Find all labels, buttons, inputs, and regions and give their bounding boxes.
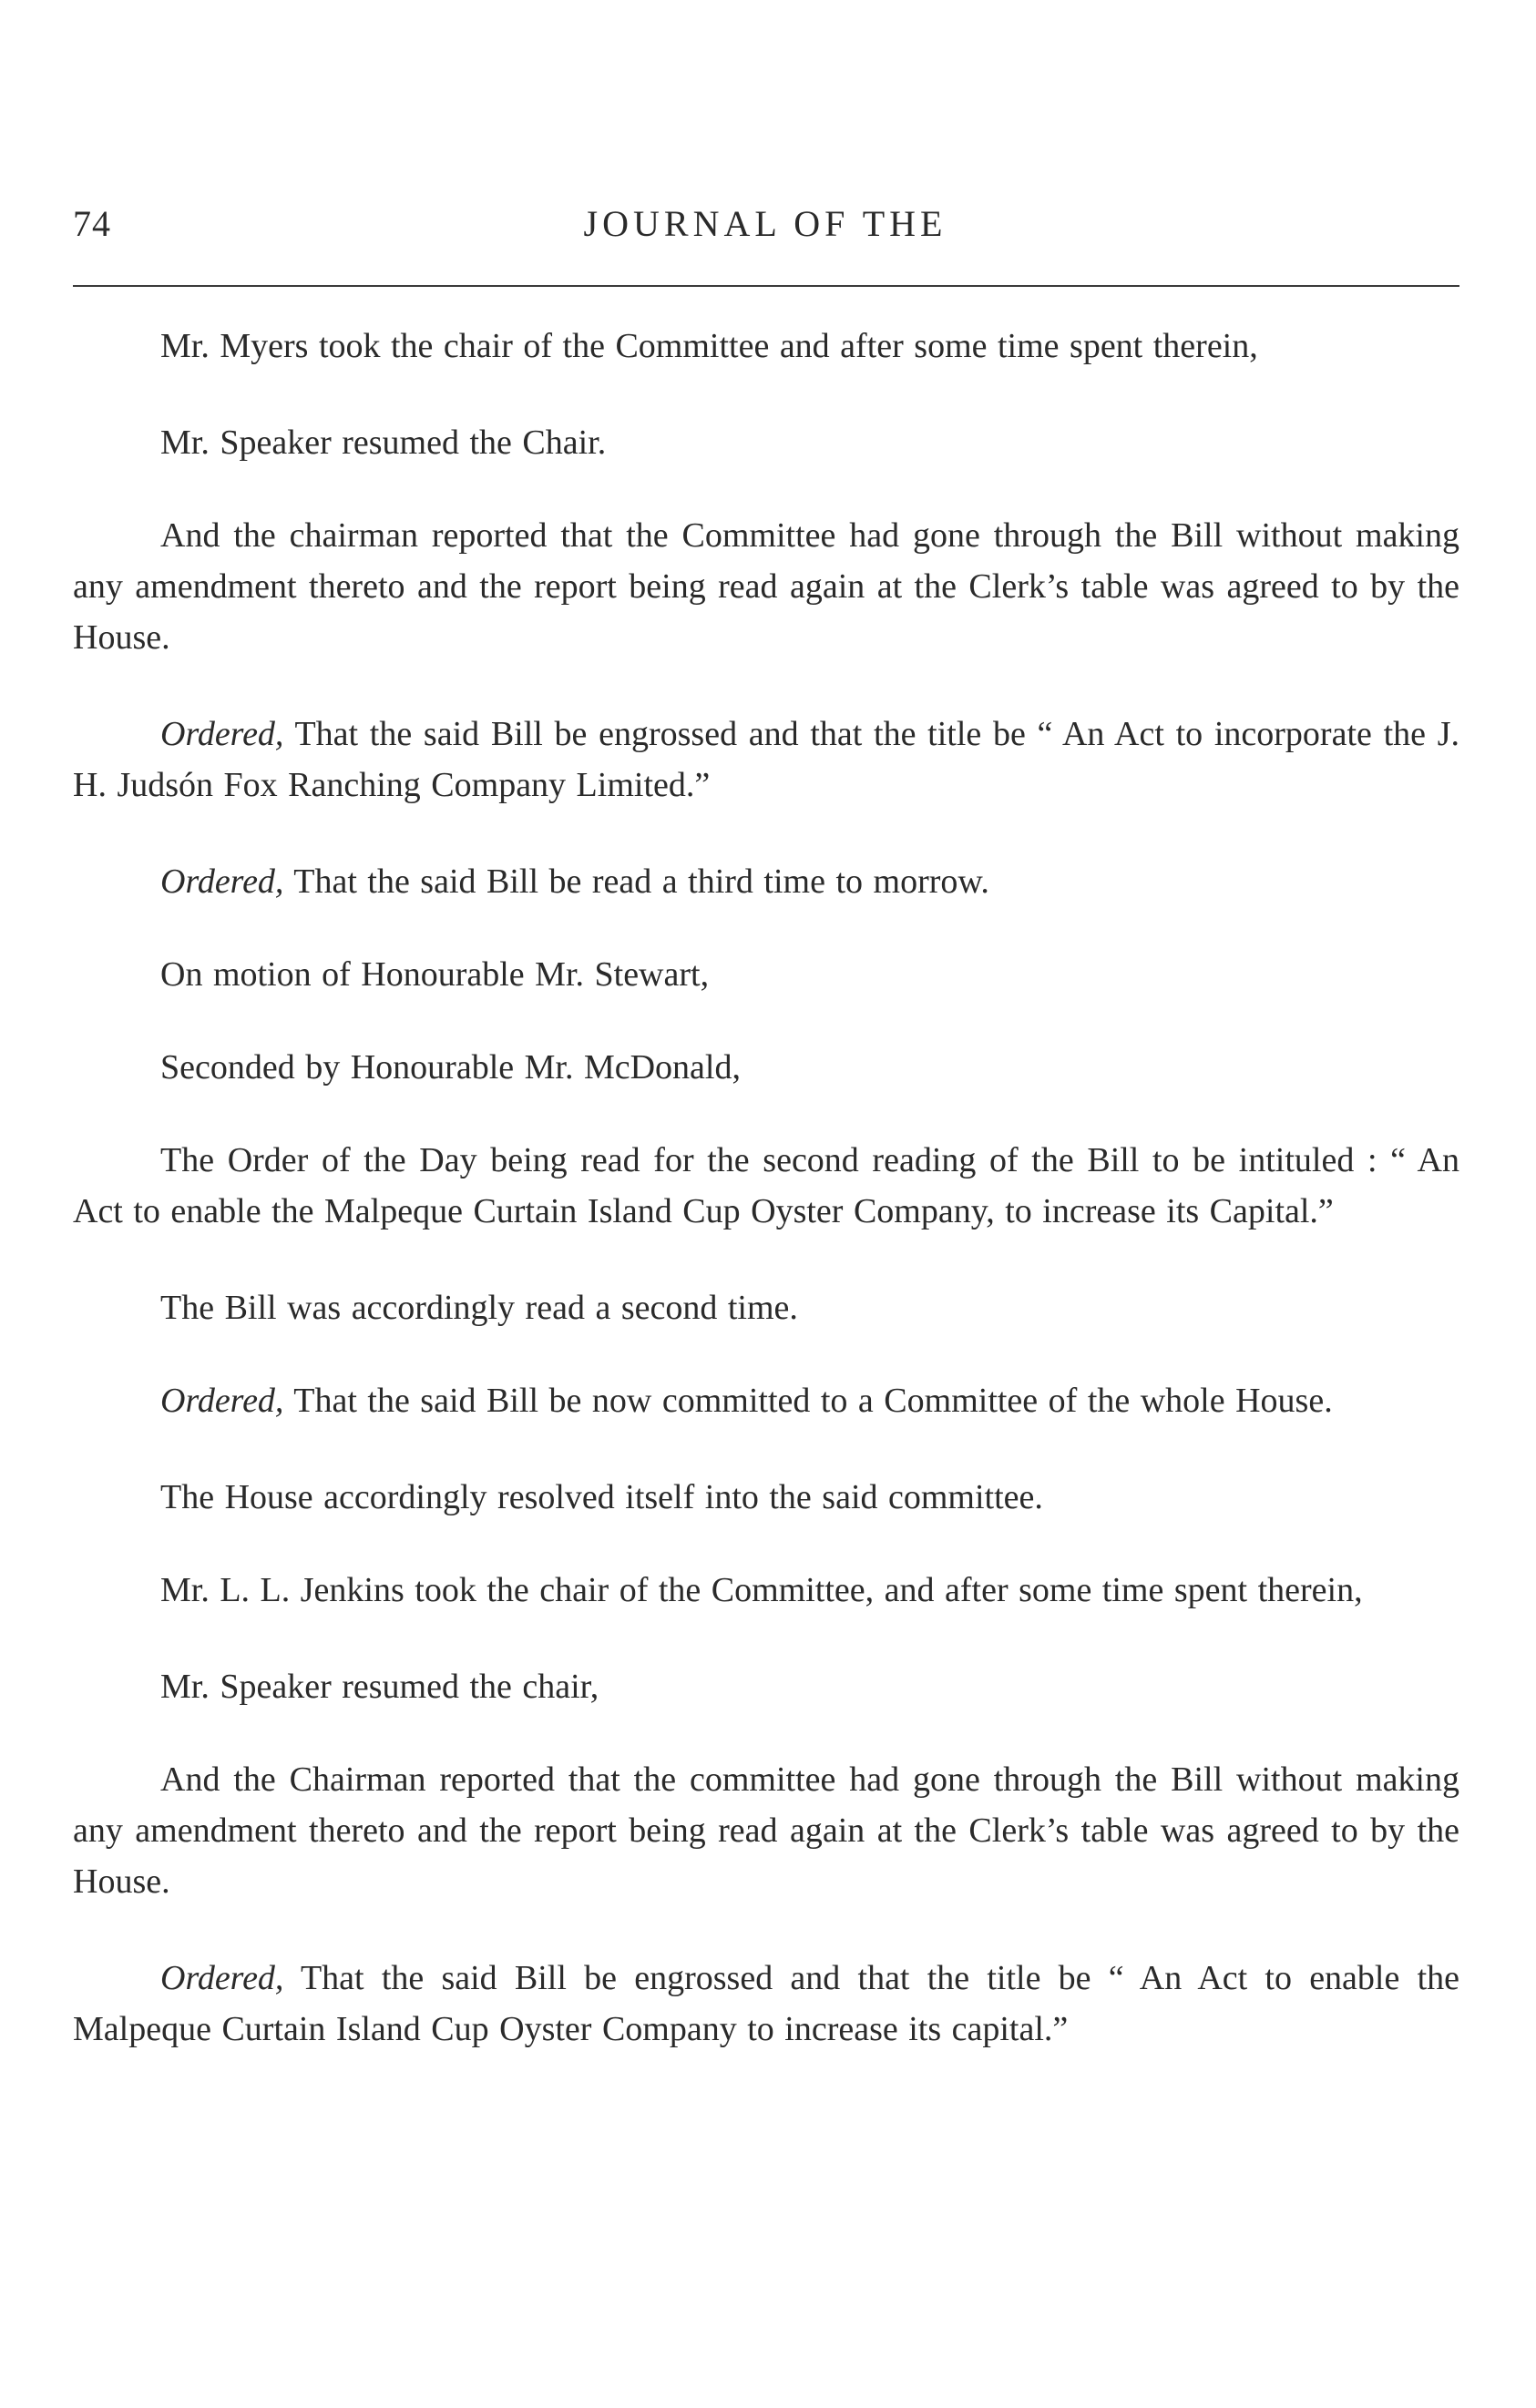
paragraph: Ordered, That the said Bill be read a third time to morrow.: [160, 862, 989, 901]
journal-body: [73, 321, 1459, 2100]
ordered-label: Ordered,: [160, 715, 284, 753]
paragraph: And the Chairman reported that the committee had gone through the Bill without making any amendment thereto and the report being read again at the Clerk’s table was agreed to by the House.: [73, 1760, 1459, 1901]
ordered-label: Ordered,: [160, 862, 284, 901]
paragraph: Mr. Speaker resumed the chair,: [160, 1668, 599, 1706]
header-rule: [73, 285, 1459, 287]
paragraph: The Order of the Day being read for the second reading of the Bill to be intituled : “ An Act to enable the Malpeque Curtain Island Cup Oyster Company, to increase its Capital.”: [73, 1141, 1459, 1230]
paragraph: On motion of Honourable Mr. Stewart,: [160, 955, 710, 994]
page-number: 74: [73, 203, 111, 244]
page-header: [73, 202, 1458, 257]
paragraph: Mr. L. L. Jenkins took the chair of the Committee, and after some time spent therein,: [160, 1571, 1363, 1609]
paragraph: The Bill was accordingly read a second time.: [160, 1289, 798, 1327]
paragraph: Mr. Speaker resumed the Chair.: [160, 423, 607, 462]
ordered-label: Ordered,: [160, 1382, 284, 1420]
paragraph: Mr. Myers took the chair of the Committee and after some time spent therein,: [160, 327, 1258, 365]
paragraph: Ordered, That the said Bill be now committed to a Committee of the whole House.: [160, 1382, 1333, 1420]
running-head: JOURNAL OF THE: [583, 203, 947, 244]
ordered-label: Ordered,: [160, 1959, 284, 1997]
paragraph: Ordered, That the said Bill be engrossed and that the title be “ An Act to incorporate the J. H. Judsón Fox Ranching Company Limited.”: [73, 715, 1459, 804]
paragraph: Ordered, That the said Bill be engrossed and that the title be “ An Act to enable the Malpeque Curtain Island Cup Oyster Company to increase its capital.”: [73, 1959, 1459, 2048]
paragraph: And the chairman reported that the Committee had gone through the Bill without making any amendment thereto and the report being read again at the Clerk’s table was agreed to by the House.: [73, 516, 1459, 657]
paragraph: The House accordingly resolved itself into the said committee.: [160, 1478, 1043, 1516]
paragraph: Seconded by Honourable Mr. McDonald,: [160, 1048, 741, 1087]
